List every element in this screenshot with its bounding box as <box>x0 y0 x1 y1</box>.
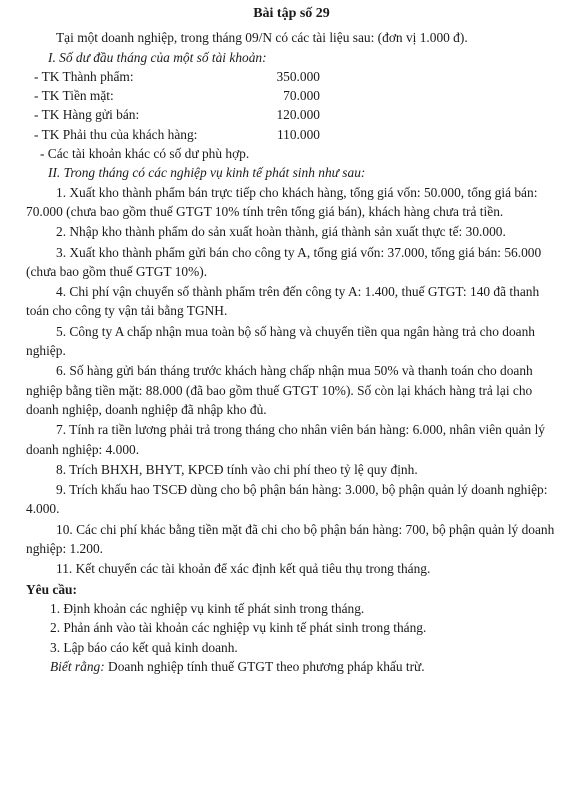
balance-value: 110.000 <box>276 126 320 142</box>
balance-value: 350.000 <box>276 68 320 84</box>
note-label: Biết rằng: <box>50 658 105 674</box>
requirement-item: 2. Phản ánh vào tài khoản các nghiệp vụ kinh tế phát sinh trong tháng. <box>50 620 427 636</box>
requirement-item: 1. Định khoản các nghiệp vụ kinh tế phát sinh trong tháng. <box>50 600 365 616</box>
transaction-item: 2. Nhập kho thành phẩm do sản xuất hoàn thành, giá thành sản xuất thực tế: 30.000. <box>56 224 506 240</box>
transaction-item: 10. Các chi phí khác bằng tiền mặt đã chi cho bộ phận bán hàng: 700, bộ phận quản lý doanh nghiệp: 1.200. <box>26 521 555 557</box>
balance-row <box>26 125 557 144</box>
balance-row <box>26 105 557 124</box>
section2-heading: II. Trong tháng có các nghiệp vụ kinh tế phát sinh như sau: <box>48 165 366 181</box>
requirements-note <box>26 657 557 676</box>
transaction-item: 9. Trích khấu hao TSCĐ dùng cho bộ phận bán hàng: 3.000, bộ phận quản lý doanh nghiệp: 4.000. <box>26 482 548 517</box>
balance-label: - TK Hàng gửi bán: <box>34 107 140 123</box>
balance-label: - TK Phải thu của khách hàng: <box>34 126 198 142</box>
transaction-item: 3. Xuất kho thành phẩm gửi bán cho công ty A, tổng giá vốn: 37.000, tổng giá bán: 56.000 (chưa bao gồm thuế GTGT 10%). <box>26 244 542 279</box>
exercise-title: Bài tập số 29 <box>253 6 330 21</box>
balance-value: 70.000 <box>283 88 320 104</box>
transaction-item: 8. Trích BHXH, BHYT, KPCĐ tính vào chi phí theo tỷ lệ quy định. <box>56 461 418 477</box>
transaction-item: 7. Tính ra tiền lương phải trả trong tháng cho nhân viên bán hàng: 6.000, nhân viên quản lý doanh nghiệp: 4.000. <box>26 422 545 457</box>
transaction-item: 6. Số hàng gửi bán tháng trước khách hàng chấp nhận mua 50% và thanh toán cho doanh nghiệp bằng tiền mặt: 88.000 (đã bao gồm thuế GTGT 10%). Số còn lại khách hàng trả lại cho doanh nghiệp, doanh nghiệp đã nhập kho đủ. <box>26 363 533 417</box>
section1-heading: I. Số dư đầu tháng của một số tài khoản: <box>48 49 267 65</box>
transaction-item: 11. Kết chuyển các tài khoản để xác định kết quả tiêu thụ trong tháng. <box>56 561 431 577</box>
intro-text: Tại một doanh nghiệp, trong tháng 09/N có các tài liệu sau: (đơn vị 1.000 đ). <box>56 30 468 46</box>
other-accounts-note: - Các tài khoản khác có số dư phù hợp. <box>40 146 250 162</box>
requirement-item: 3. Lập báo cáo kết quả kinh doanh. <box>50 639 238 655</box>
requirements-heading: Yêu cầu: <box>26 581 77 597</box>
transaction-item: 4. Chi phí vận chuyển số thành phẩm trên đến công ty A: 1.400, thuế GTGT: 140 đã thanh toán cho công ty vận tải bằng TGNH. <box>26 284 540 319</box>
balance-row <box>26 86 557 105</box>
transaction-item: 1. Xuất kho thành phẩm bán trực tiếp cho khách hàng, tổng giá vốn: 50.000, tổng giá bán: 70.000 (chưa bao gồm thuế GTGT 10% tính trên tổng giá bán), khách hàng chưa trả tiền. <box>26 184 538 219</box>
balance-label: - TK Tiền mặt: <box>34 88 114 104</box>
note-text: Doanh nghiệp tính thuế GTGT theo phương pháp khấu trừ. <box>104 658 425 674</box>
transaction-item: 5. Công ty A chấp nhận mua toàn bộ số hàng và chuyển tiền qua ngân hàng trả cho doanh nghiệp. <box>26 323 535 359</box>
balance-label: - TK Thành phẩm: <box>34 68 134 84</box>
balance-row <box>26 67 557 86</box>
balance-value: 120.000 <box>276 107 320 123</box>
